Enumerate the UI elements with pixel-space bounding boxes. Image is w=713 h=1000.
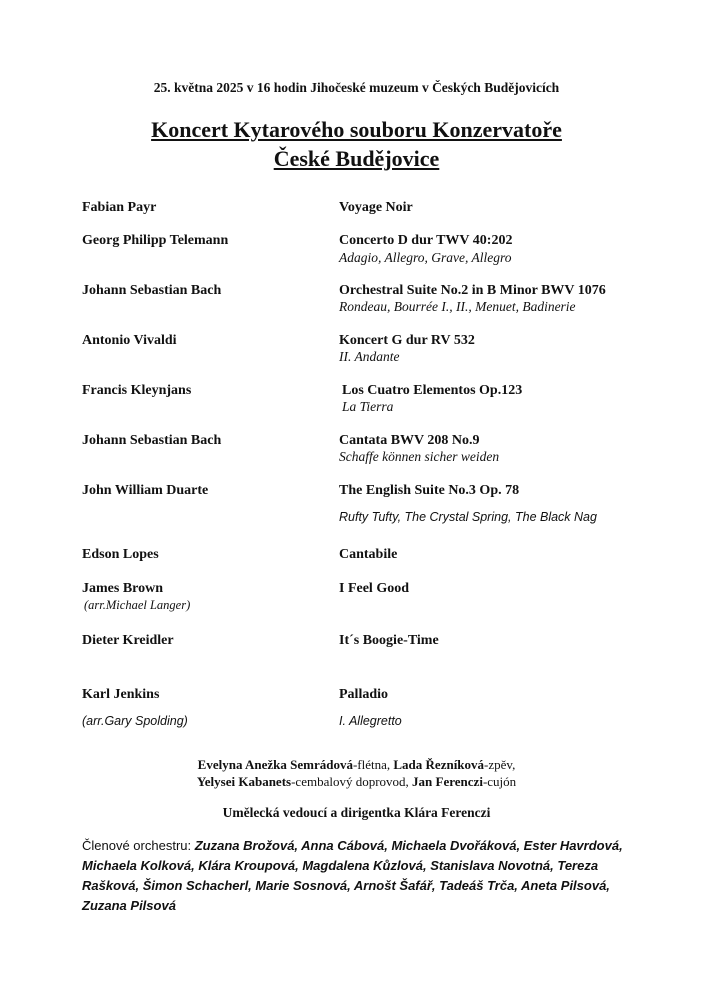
program-work: Voyage Noir <box>339 200 413 215</box>
program-work: Concerto D dur TWV 40:202 <box>339 233 513 248</box>
program-composer: Antonio Vivaldi <box>82 333 177 348</box>
program-arranger: (arr.Michael Langer) <box>84 598 191 612</box>
program-composer: Francis Kleynjans <box>82 383 192 398</box>
program-arranger: (arr.Gary Spolding) <box>82 714 188 728</box>
program-composer: Johann Sebastian Bach <box>82 283 222 298</box>
program-work: The English Suite No.3 Op. 78 <box>339 483 520 498</box>
program-movements: Rufty Tufty, The Crystal Spring, The Black Nag <box>339 510 597 524</box>
program-composer: Dieter Kreidler <box>82 633 174 648</box>
soloists-line-2 <box>0 773 713 790</box>
program-composer: Karl Jenkins <box>82 687 160 702</box>
program-movements: II. Andante <box>339 349 400 364</box>
program-movements: Rondeau, Bourrée I., II., Menuet, Badinerie <box>339 299 576 314</box>
members-names: Zuzana Brožová, Anna Cábová, Michaela Dvořáková, Ester Havrdová, Michaela Kolková, Klára Kroupová, Magdalena Kůzlová, Stanislava Novotná, Tereza Rašková, Šimon Schacherl, Marie Sosnová, Arnošt Šafář, Tadeáš Trča, Aneta Pilsová, Zuzana Pilsová <box>82 838 623 913</box>
program-composer: Edson Lopes <box>82 547 159 562</box>
program-work: Los Cuatro Elementos Op.123 <box>342 383 523 398</box>
soloist-role: -cujón <box>482 774 517 789</box>
concert-title-line-1: Koncert Kytarového souboru Konzervatoře <box>151 117 562 142</box>
soloist-name: Evelyna Anežka Semrádová <box>197 757 353 772</box>
soloist-name: Jan Ferenczi <box>412 774 483 789</box>
soloist-role: -zpěv, <box>484 757 516 772</box>
soloist-name: Lada Řezníková <box>393 757 485 772</box>
soloist-role: -flétna, <box>352 757 394 772</box>
members-label: Členové orchestru: <box>82 838 195 853</box>
soloist-name: Yelysei Kabanets <box>196 774 292 789</box>
soloist-role: -cembalový doprovod, <box>291 774 413 789</box>
program-composer: Fabian Payr <box>82 200 157 215</box>
orchestra-members <box>82 836 642 916</box>
program-work: Koncert G dur RV 532 <box>339 333 475 348</box>
program-work: Cantabile <box>339 547 398 562</box>
program-work: It´s Boogie-Time <box>339 633 439 648</box>
program-composer: John William Duarte <box>82 483 209 498</box>
program-movements: I. Allegretto <box>339 714 402 728</box>
program-composer: James Brown <box>82 581 164 596</box>
program-composer: Georg Philipp Telemann <box>82 233 229 248</box>
program-work: Orchestral Suite No.2 in B Minor BWV 1076 <box>339 283 606 298</box>
program-composer: Johann Sebastian Bach <box>82 433 222 448</box>
program-movements: Adagio, Allegro, Grave, Allegro <box>339 250 512 265</box>
program-movements: La Tierra <box>342 399 394 414</box>
concert-title <box>0 115 713 173</box>
artistic-director: Umělecká vedoucí a dirigentka Klára Ferenczi <box>222 805 491 820</box>
program-movements: Schaffe können sicher weiden <box>339 449 500 464</box>
program-work: Cantata BWV 208 No.9 <box>339 433 480 448</box>
program-work: Palladio <box>339 687 389 702</box>
program-work: I Feel Good <box>339 581 409 596</box>
soloists-line-1 <box>0 756 713 773</box>
concert-date-venue: 25. května 2025 v 16 hodin Jihočeské muzeum v Českých Budějovicích <box>153 80 560 95</box>
concert-title-line-2: České Budějovice <box>273 146 440 171</box>
